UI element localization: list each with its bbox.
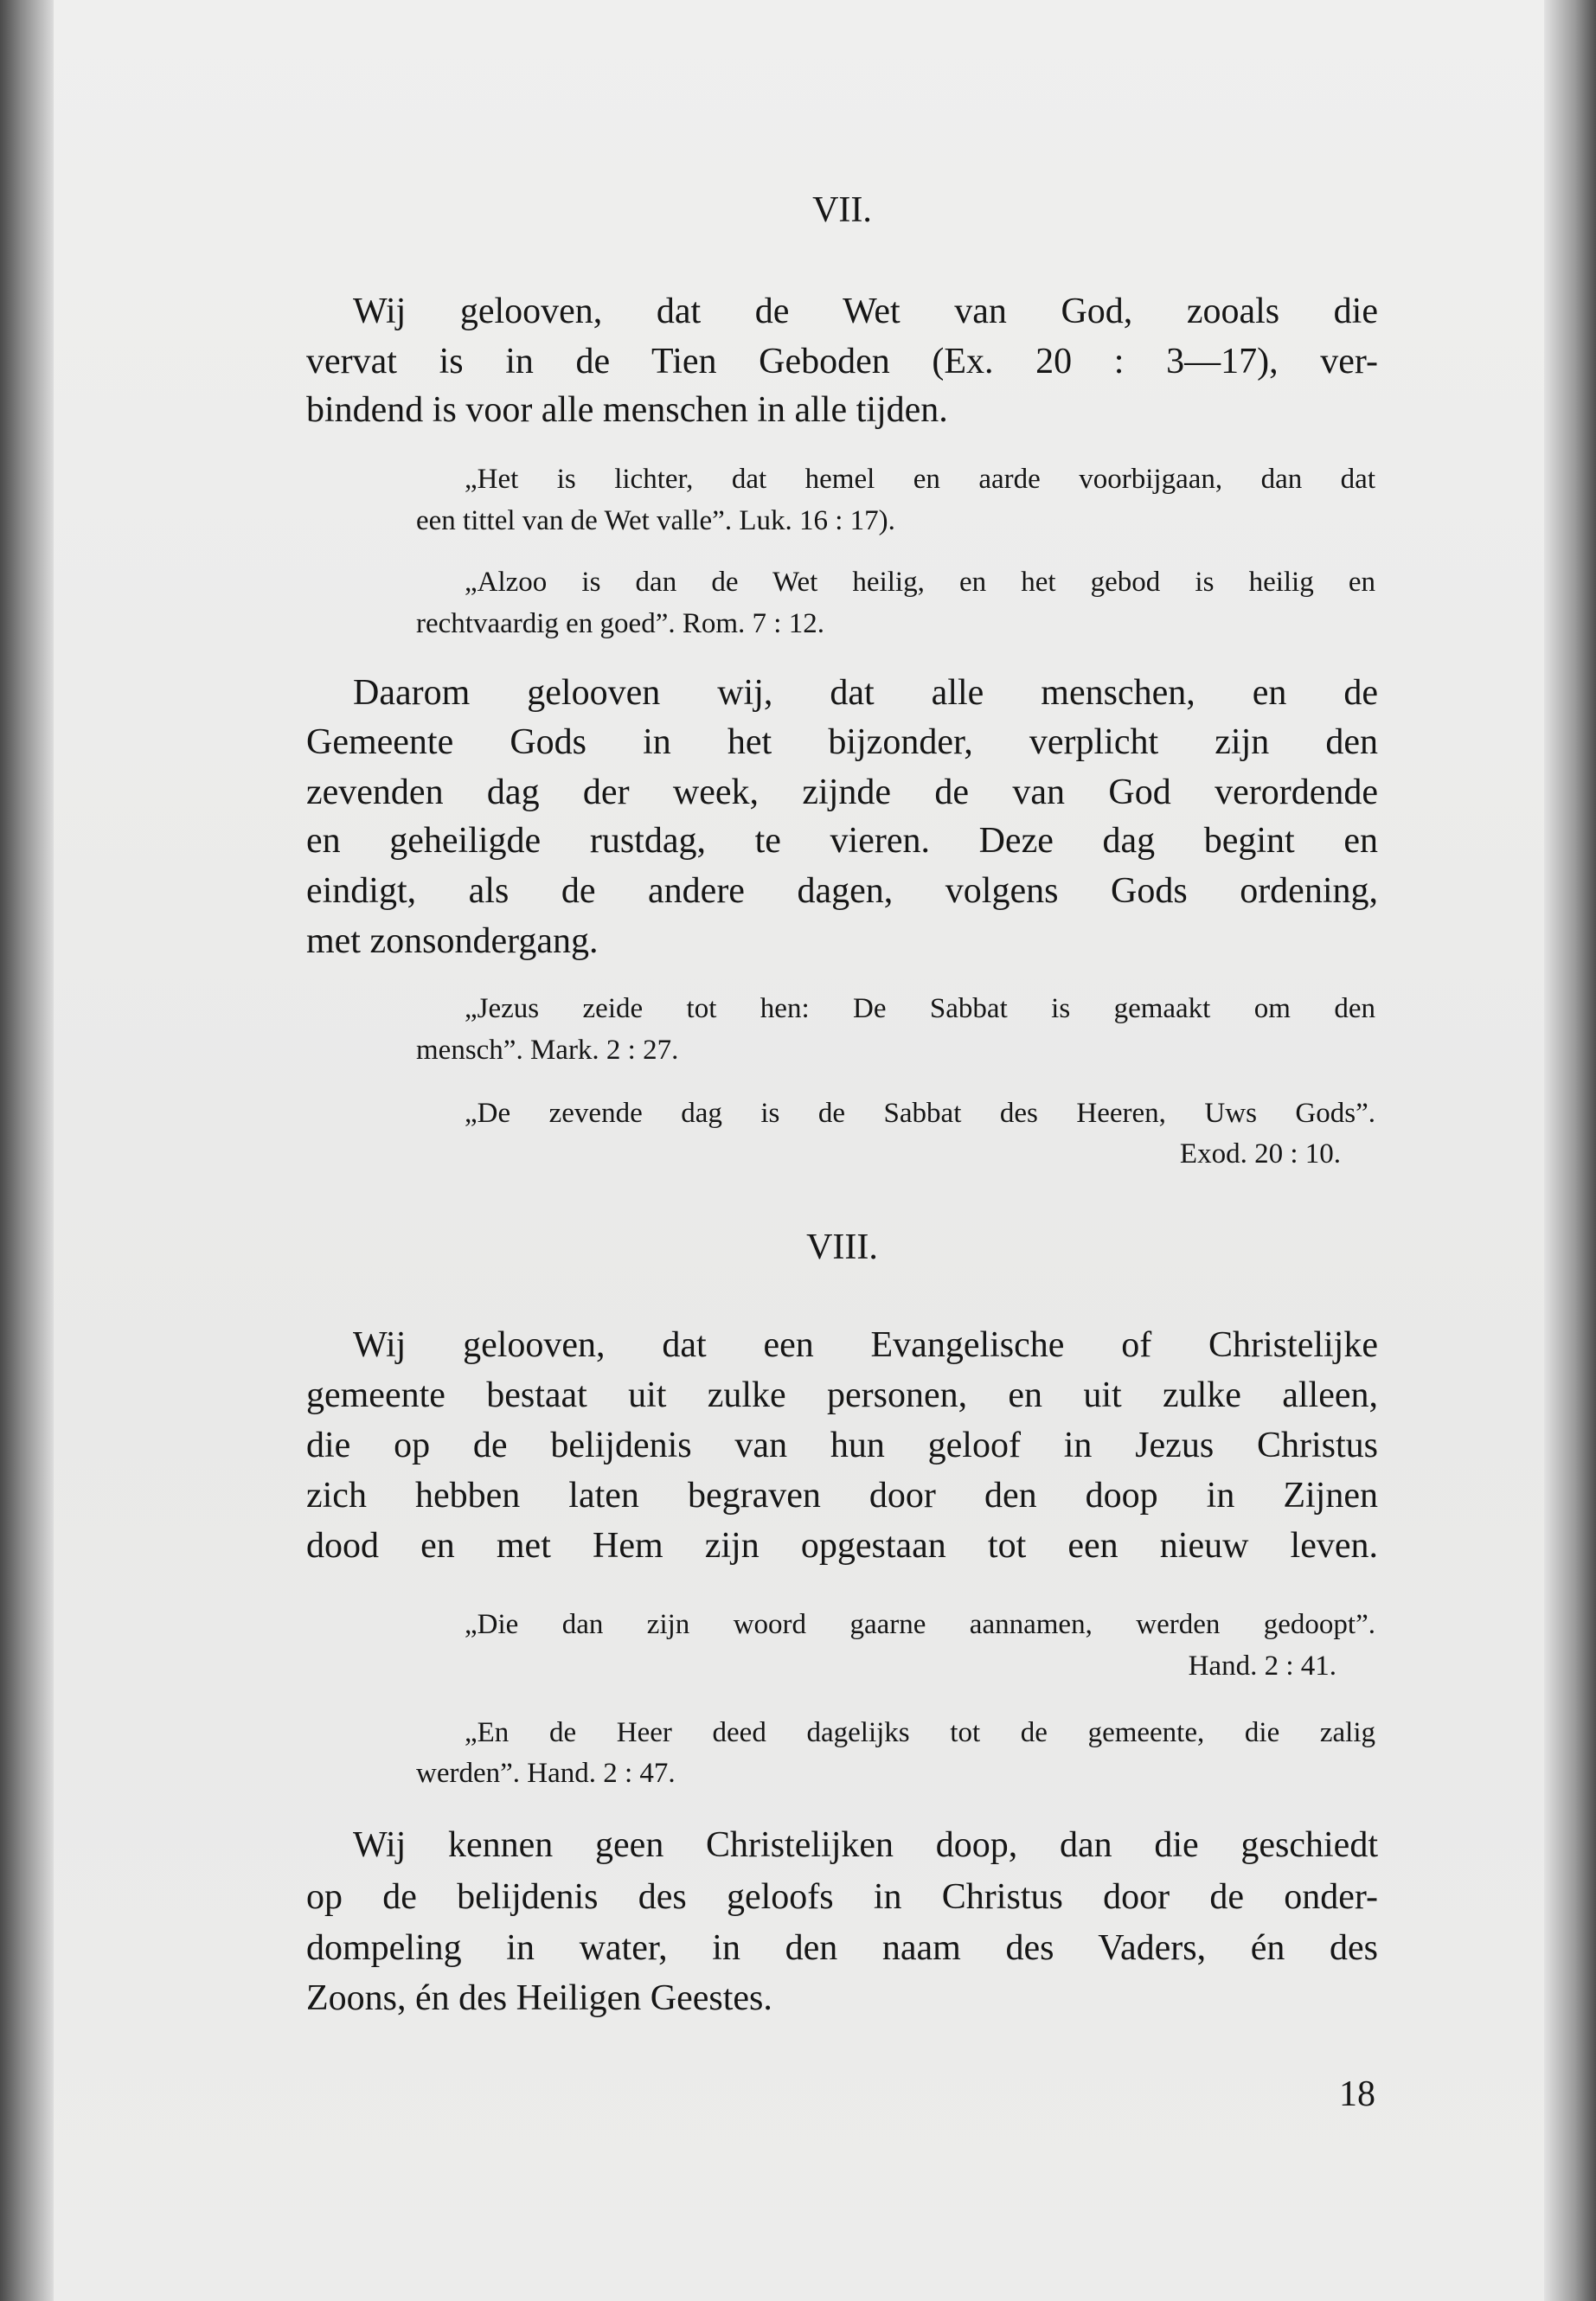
quote-line: rechtvaardig en goed”. Rom. 7 : 12. <box>416 608 824 639</box>
paragraph-line: gemeente bestaat uit zulke personen, en uit zulke alleen, <box>306 1375 1378 1415</box>
quote-reference: Hand. 2 : 41. <box>1188 1650 1336 1682</box>
quote-line: „Het is lichter, dat hemel en aarde voorbijgaan, dan dat <box>465 464 1375 495</box>
quote-reference: Exod. 20 : 10. <box>1179 1138 1341 1170</box>
quote-line: mensch”. Mark. 2 : 27. <box>416 1035 679 1066</box>
paragraph-line: zevenden dag der week, zijnde de van God verordende <box>306 772 1378 812</box>
section-heading: VIII. <box>806 1227 878 1267</box>
quote-line: „En de Heer deed dagelijks tot de gemeente, die zalig <box>465 1717 1375 1748</box>
quote-line: „Jezus zeide tot hen: De Sabbat is gemaakt om den <box>465 993 1375 1024</box>
paragraph-line: en geheiligde rustdag, te vieren. Deze dag begint en <box>306 821 1378 861</box>
paragraph-line: dompeling in water, in den naam des Vaders, én des <box>306 1928 1378 1968</box>
quote-line: „Alzoo is dan de Wet heilig, en het gebod is heilig en <box>465 567 1375 598</box>
page-edge-left <box>0 0 54 2301</box>
paragraph-line: met zonsondergang. <box>306 921 599 961</box>
page-number: 18 <box>1339 2074 1375 2114</box>
quote-line: „De zevende dag is de Sabbat des Heeren, Uws Gods”. <box>465 1098 1375 1129</box>
paragraph-line: Zoons, én des Heiligen Geestes. <box>306 1978 772 2018</box>
page-edge-right <box>1544 0 1596 2301</box>
paragraph-line: vervat is in de Tien Geboden (Ex. 20 : 3—17), ver- <box>306 342 1378 381</box>
paragraph-line: Wij gelooven, dat een Evangelische of Christelijke <box>353 1325 1378 1365</box>
quote-line: werden”. Hand. 2 : 47. <box>416 1758 676 1789</box>
paragraph-line: Daarom gelooven wij, dat alle menschen, en de <box>353 673 1378 713</box>
paragraph-line: bindend is voor alle menschen in alle tijden. <box>306 390 948 430</box>
paragraph-line: Gemeente Gods in het bijzonder, verplicht zijn den <box>306 722 1378 762</box>
paragraph-line: zich hebben laten begraven door den doop in Zijnen <box>306 1476 1378 1516</box>
paragraph-line: dood en met Hem zijn opgestaan tot een nieuw leven. <box>306 1526 1378 1566</box>
paragraph-line: die op de belijdenis van hun geloof in Jezus Christus <box>306 1426 1378 1465</box>
quote-line: „Die dan zijn woord gaarne aannamen, werden gedoopt”. <box>465 1609 1375 1640</box>
paragraph-line: Wij gelooven, dat de Wet van God, zooals die <box>353 292 1378 331</box>
quote-line: een tittel van de Wet valle”. Luk. 16 : 17). <box>416 505 895 536</box>
paragraph-line: Wij kennen geen Christelijken doop, dan die geschiedt <box>353 1825 1378 1865</box>
paragraph-line: eindigt, als de andere dagen, volgens Gods ordening, <box>306 871 1378 911</box>
section-heading: VII. <box>812 190 872 230</box>
paragraph-line: op de belijdenis des geloofs in Christus door de onder- <box>306 1877 1378 1917</box>
